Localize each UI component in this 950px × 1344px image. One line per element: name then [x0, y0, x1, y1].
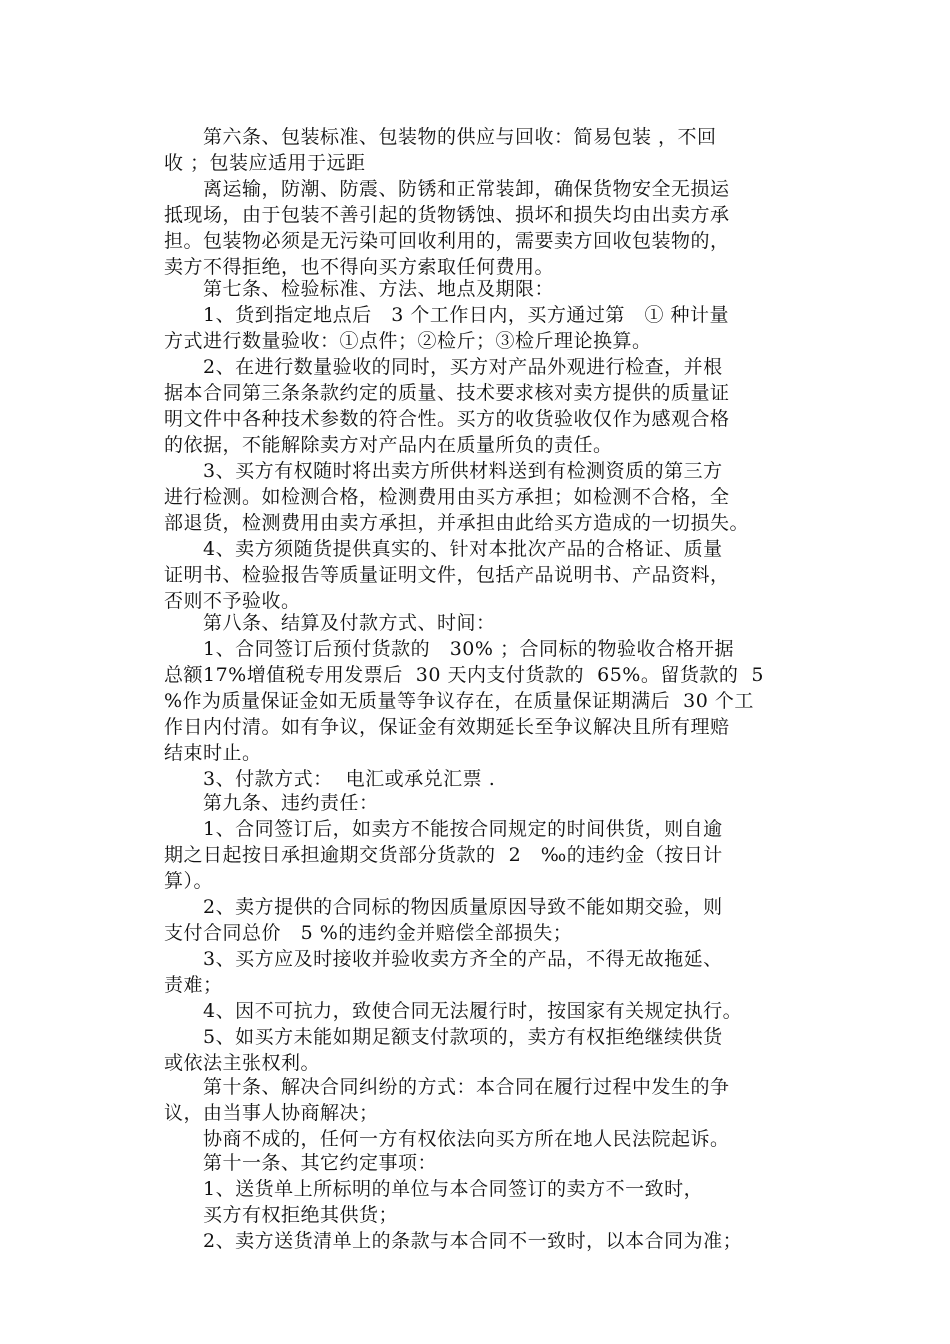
- section-heading: 第八条、结算及付款方式、时间：: [203, 612, 496, 634]
- text-line: 方式进行数量验收：①点件；②检斤；③检斤理论换算。: [164, 330, 652, 352]
- text-line: 5、如买方未能如期足额支付款项的，卖方有权拒绝继续供货: [203, 1026, 723, 1048]
- text-line: 期之日起按日承担逾期交货部分货款的 2 ‰的违约金（按日计: [164, 844, 723, 866]
- text-line: 收 ；包装应适用于远距: [164, 152, 366, 174]
- text-line: 结束时止。: [164, 742, 262, 764]
- text-line: 4、卖方须随货提供真实的、针对本批次产品的合格证、质量: [203, 538, 723, 560]
- text-line: 责难；: [164, 974, 223, 996]
- text-line: 4、因不可抗力，致使合同无法履行时，按国家有关规定执行。: [203, 1000, 743, 1022]
- text-line: 部退货，检测费用由卖方承担，并承担由此给买方造成的一切损失。: [164, 512, 750, 534]
- text-line: 2、卖方送货清单上的条款与本合同不一致时，以本合同为准；: [203, 1230, 743, 1252]
- text-line: 算）。: [164, 870, 214, 892]
- text-line: 明文件中各种技术参数的符合性。买方的收货验收仅作为感观合格: [164, 408, 730, 430]
- text-line: 3、买方有权随时将出卖方所供材料送到有检测资质的第三方: [203, 460, 723, 482]
- text-line: 总额17%增值税专用发票后 30 天内支付货款的 65%。留货款的 5: [164, 664, 765, 686]
- text-line: 否则不予验收。: [164, 590, 301, 612]
- text-line: 作日内付清。如有争议，保证金有效期延长至争议解决且所有理赔: [164, 716, 730, 738]
- text-line: 证明书、检验报告等质量证明文件，包括产品说明书、产品资料，: [164, 564, 730, 586]
- text-line: 协商不成的，任何一方有权依法向买方所在地人民法院起诉。: [203, 1128, 730, 1150]
- text-line: 3、买方应及时接收并验收卖方齐全的产品，不得无故拖延、: [203, 948, 723, 970]
- text-line: 担。包装物必须是无污染可回收利用的，需要卖方回收包装物的，: [164, 230, 730, 252]
- text-line: 1、货到指定地点后 3 个工作日内，买方通过第 ① 种计量: [203, 304, 729, 326]
- text-line: 支付合同总价 5 %的违约金并赔偿全部损失；: [164, 922, 573, 944]
- text-line: 2、在进行数量验收的同时，买方对产品外观进行检查，并根: [203, 356, 723, 378]
- text-line: 或依法主张权利。: [164, 1052, 321, 1074]
- text-line: 离运输，防潮、防震、防锈和正常装卸，确保货物安全无损运: [203, 178, 730, 200]
- section-heading: 第十条、解决合同纠纷的方式：本合同在履行过程中发生的争: [203, 1076, 730, 1098]
- text-line: 抵现场，由于包装不善引起的货物锈蚀、损坏和损失均由出卖方承: [164, 204, 730, 226]
- section-heading: 第九条、违约责任：: [203, 792, 379, 814]
- text-line: 1、合同签订后预付货款的 30% ；合同标的物验收合格开据: [203, 638, 734, 660]
- section-heading: 第七条、检验标准、方法、地点及期限：: [203, 278, 555, 300]
- text-line: 1、送货单上所标明的单位与本合同签订的卖方不一致时，: [203, 1178, 704, 1200]
- section-heading: 第十一条、其它约定事项：: [203, 1152, 438, 1174]
- text-line: 议，由当事人协商解决；: [164, 1102, 379, 1124]
- text-line: 2、卖方提供的合同标的物因质量原因导致不能如期交验，则: [203, 896, 723, 918]
- text-line: 3、付款方式： 电汇或承兑汇票 .: [203, 768, 496, 790]
- text-line: 1、合同签订后，如卖方不能按合同规定的时间供货，则自逾: [203, 818, 723, 840]
- text-line: 的依据，不能解除卖方对产品内在质量所负的责任。: [164, 434, 613, 456]
- text-line: 卖方不得拒绝，也不得向买方索取任何费用。: [164, 256, 555, 278]
- text-line: 买方有权拒绝其供货；: [203, 1204, 399, 1226]
- text-line: 第六条、包装标准、包装物的供应与回收：简易包装 ，不回: [203, 126, 717, 148]
- text-line: 进行检测。如检测合格，检测费用由买方承担；如检测不合格，全: [164, 486, 730, 508]
- text-line: %作为质量保证金如无质量等争议存在，在质量保证期满后 30 个工: [164, 690, 754, 712]
- text-line: 据本合同第三条条款约定的质量、技术要求核对卖方提供的质量证: [164, 382, 730, 404]
